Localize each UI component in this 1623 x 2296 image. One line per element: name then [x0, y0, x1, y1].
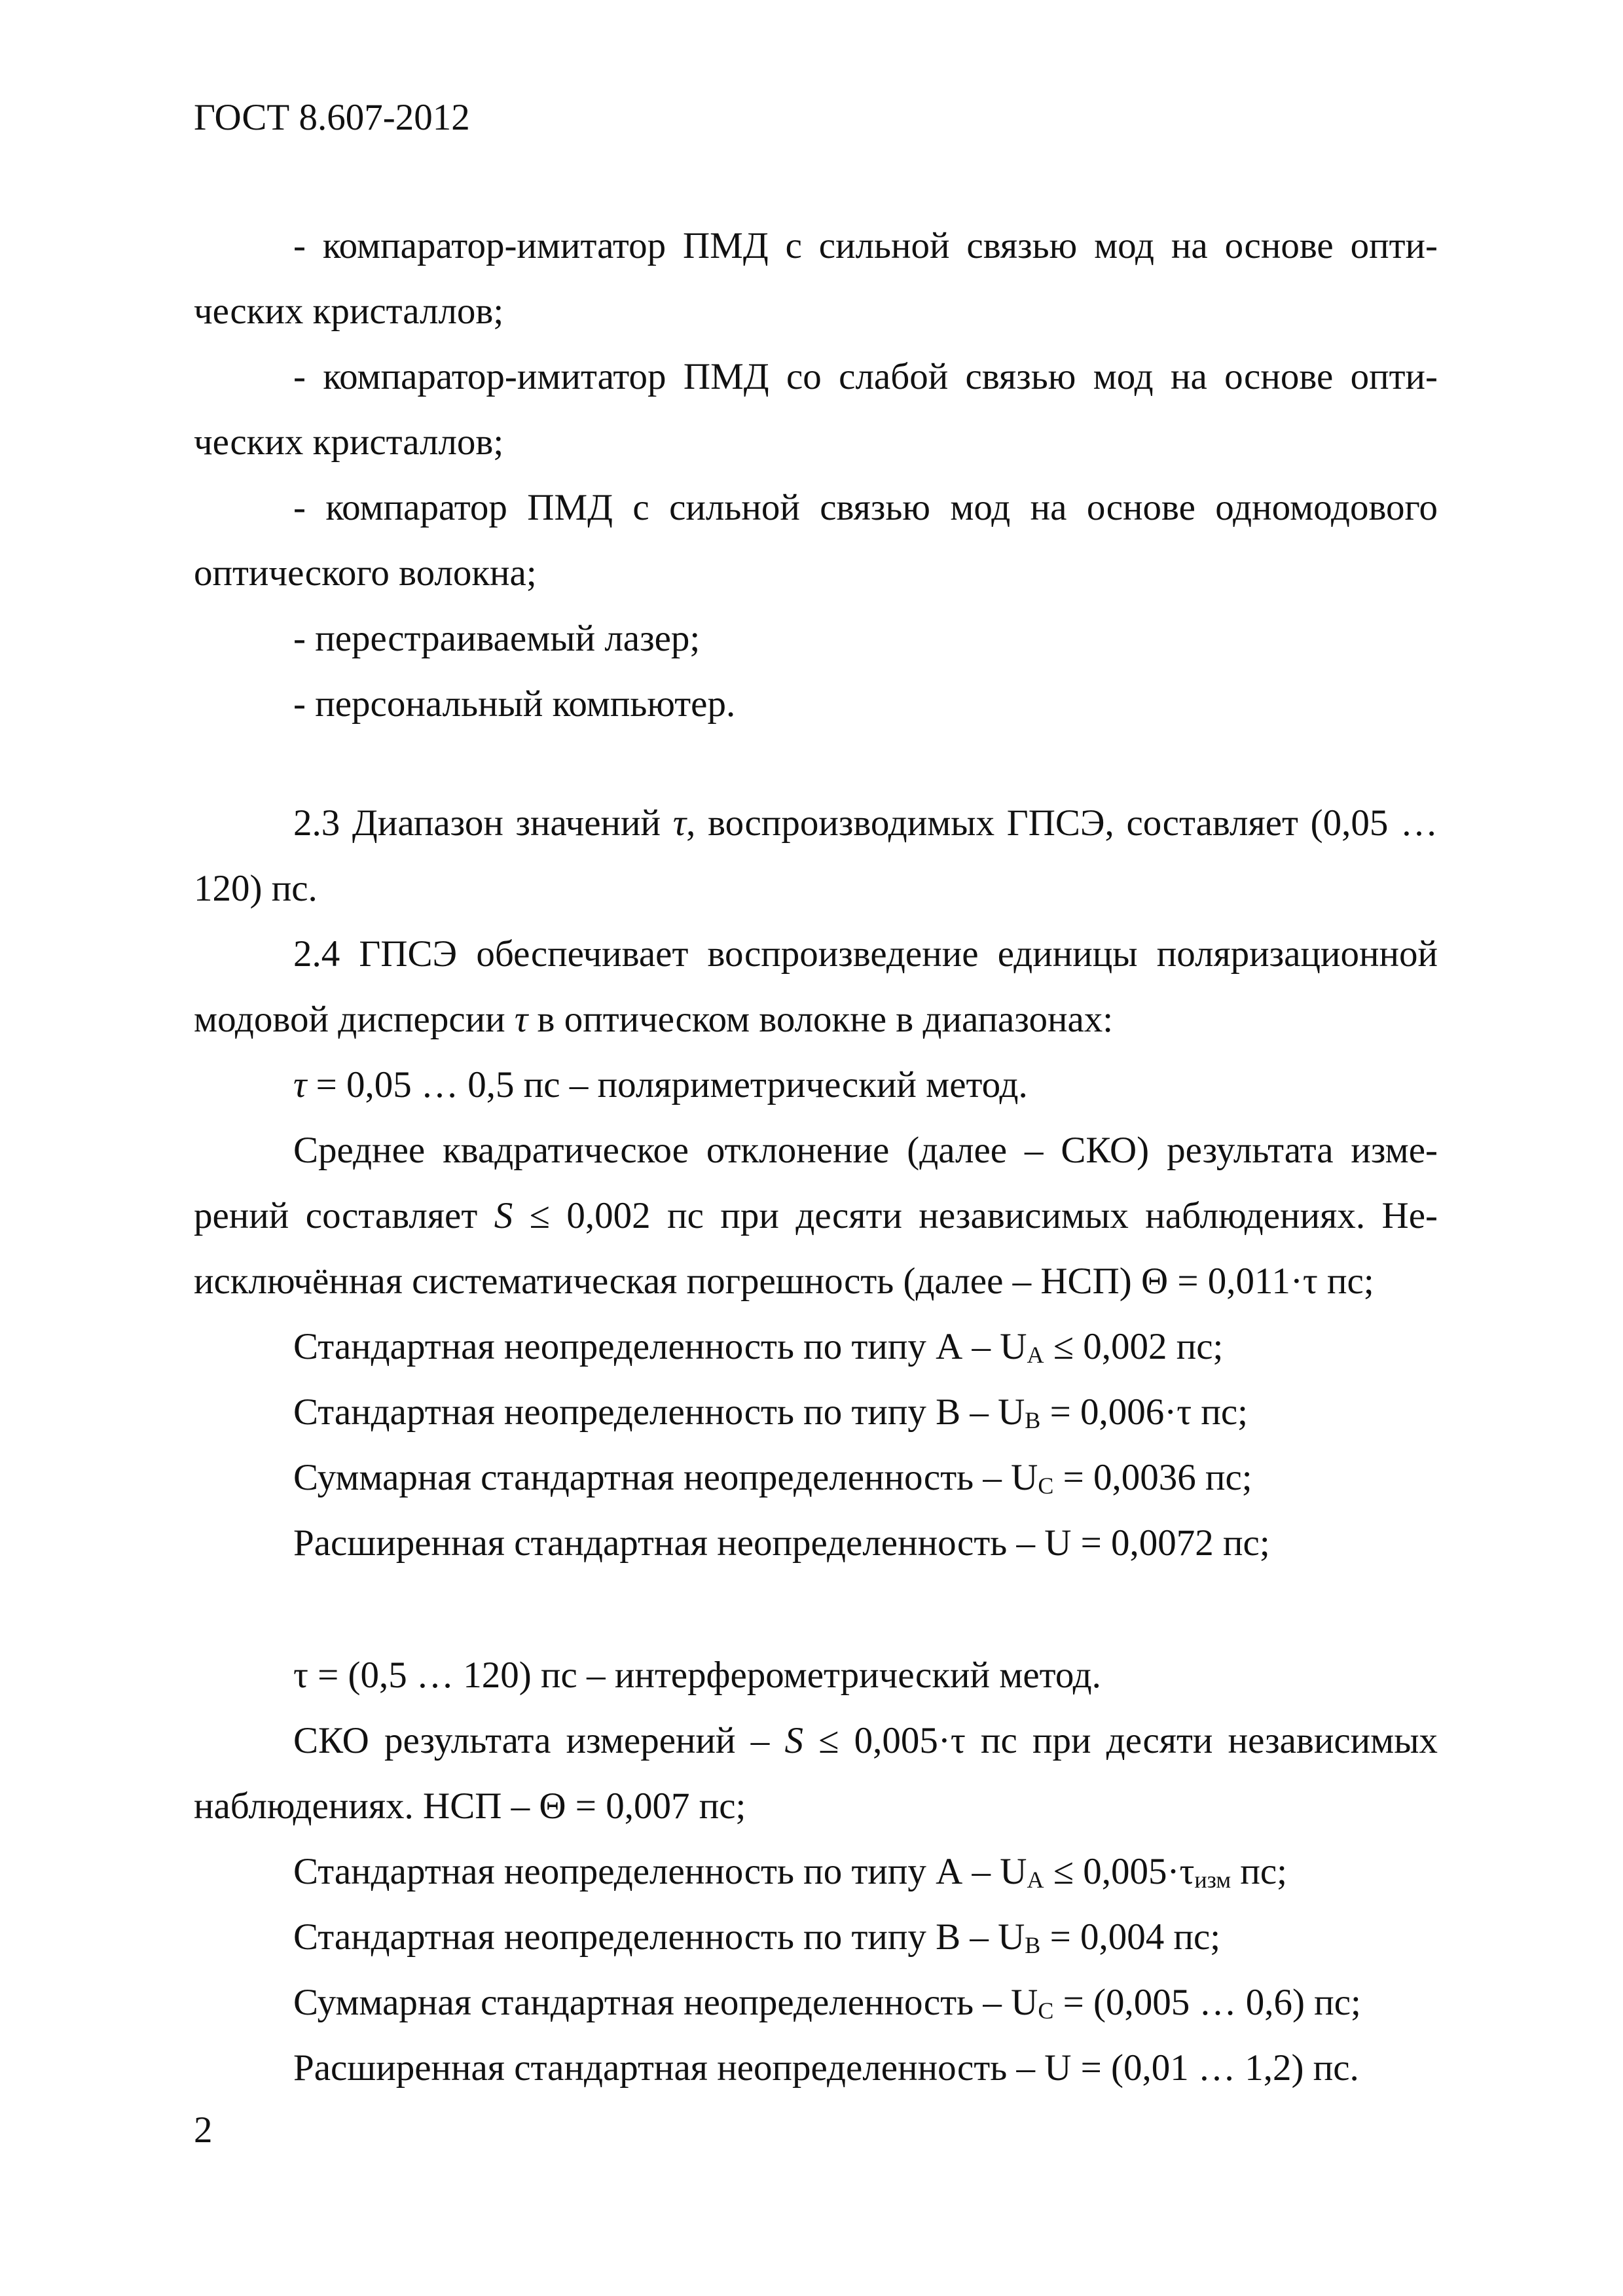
text-span: пс; [1231, 1851, 1288, 1892]
text-span: Суммарная стандартная неопределенность – U [293, 1982, 1038, 2023]
subscript: изм [1194, 1867, 1231, 1893]
list-item: - компаратор-имитатор ПМД с сильной связью мод на основе опти-ческих кристаллов; [194, 225, 1438, 332]
sko-paragraph-1 [194, 1118, 1438, 1314]
paragraph-2-3 [194, 791, 1438, 922]
text-span: ≤ 0,002 пс при десяти независимых наблюдениях. Не-исключённая систематическая погрешность (далее – НСП) Θ = 0,011·τ пс; [194, 1195, 1438, 1302]
text-span: Стандартная неопределенность по типу А – U [293, 1326, 1027, 1367]
subscript: A [1027, 1867, 1044, 1893]
text-span: = 0,0036 пс; [1053, 1457, 1252, 1498]
text-span: 2.3 Диапазон значений [293, 802, 673, 844]
uncertainty-line [194, 2036, 1438, 2101]
text-span: , воспроизводимых ГПСЭ, составляет (0,05 … 120) пс. [194, 802, 1438, 909]
text-span: = (0,005 … 0,6) пс; [1053, 1982, 1361, 2023]
s-symbol: S [784, 1720, 803, 1761]
subscript: B [1025, 1407, 1041, 1433]
uncertainty-line [194, 1970, 1438, 2036]
subscript: A [1027, 1342, 1044, 1368]
uncertainty-line [194, 1445, 1438, 1511]
range-polarimetric [194, 1052, 1438, 1118]
tau-symbol: τ [672, 802, 687, 844]
text-span: Расширенная стандартная неопределенность – U = (0,01 … 1,2) пс. [293, 2047, 1359, 2089]
text-span: Суммарная стандартная неопределенность – U [293, 1457, 1038, 1498]
list-item: - компаратор ПМД с сильной связью мод на основе одномодового оптического волокна; [194, 487, 1438, 594]
text-span: Стандартная неопределенность по типу В – U [293, 1916, 1025, 1958]
text-span: Стандартная неопределенность по типу В – U [293, 1391, 1025, 1433]
tau-symbol: τ [293, 1064, 307, 1105]
text-span: СКО результата измерений – [293, 1720, 785, 1761]
list-item: - перестраиваемый лазер; [293, 618, 701, 659]
text-span: = 0,006·τ пс; [1040, 1391, 1248, 1433]
subscript: C [1038, 1998, 1054, 2024]
text-span: ≤ 0,002 пс; [1044, 1326, 1224, 1367]
s-symbol: S [494, 1195, 513, 1236]
text-span: ≤ 0,005·τ пс при десяти независимых наблюдениях. НСП – Θ = 0,007 пс; [194, 1720, 1438, 1827]
subscript: C [1038, 1473, 1054, 1499]
uncertainty-line [194, 1839, 1438, 1905]
sko-paragraph-2 [194, 1708, 1438, 1839]
text-span: Расширенная стандартная неопределенность – U = 0,0072 пс; [293, 1522, 1270, 1564]
text-span: Стандартная неопределенность по типу А – U [293, 1851, 1027, 1892]
page-number: 2 [194, 2109, 213, 2151]
document-header: ГОСТ 8.607-2012 [194, 97, 470, 138]
tau-symbol: τ [514, 999, 528, 1040]
text-span: = 0,05 … 0,5 пс – поляриметрический метод. [306, 1064, 1028, 1105]
subscript: B [1025, 1932, 1041, 1958]
list-item: - персональный компьютер. [293, 683, 736, 725]
list-item: - компаратор-имитатор ПМД со слабой связью мод на основе опти-ческих кристаллов; [194, 356, 1438, 463]
uncertainty-line [194, 1380, 1438, 1445]
text-span: в оптическом волокне в диапазонах: [528, 999, 1114, 1040]
text-span: ≤ 0,005·τ [1044, 1851, 1195, 1892]
uncertainty-line [194, 1511, 1438, 1576]
uncertainty-line [194, 1905, 1438, 1970]
paragraph-2-4 [194, 922, 1438, 1052]
range-interferometric: τ = (0,5 … 120) пс – интерферометрический метод. [293, 1655, 1101, 1696]
text-span: = 0,004 пс; [1040, 1916, 1221, 1958]
uncertainty-line [194, 1314, 1438, 1380]
text-span: Среднее квадратическое отклонение (далее – СКО) результата изме-рений составляет [194, 1130, 1438, 1236]
text-span: 2.4 ГПСЭ обеспечивает воспроизведение единицы поляризационной модовой дисперсии [194, 933, 1438, 1040]
